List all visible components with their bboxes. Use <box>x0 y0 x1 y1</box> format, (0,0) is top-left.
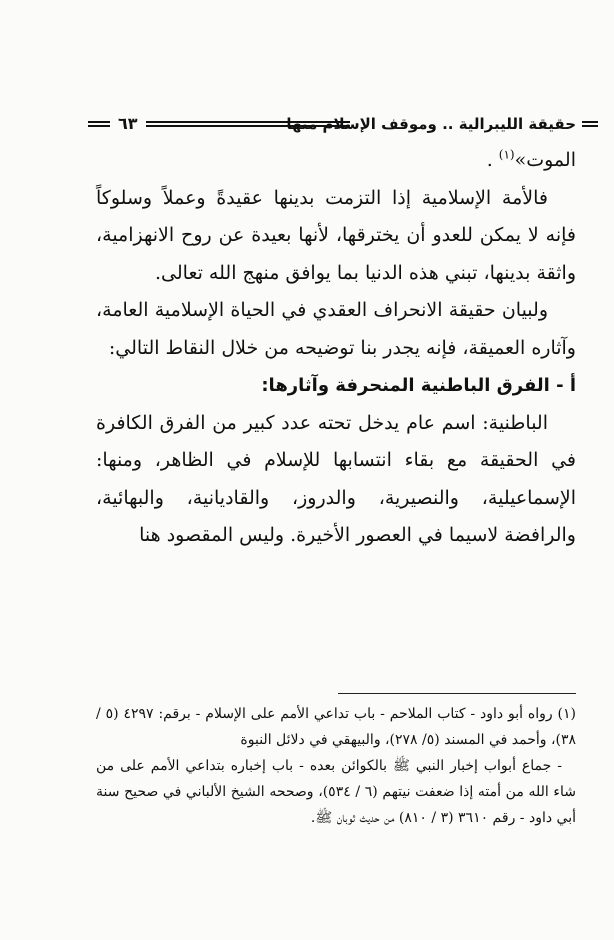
header-title: حقيقة الليبرالية .. وموقف الإسلام منها <box>286 115 576 133</box>
footnote-1-part-2: - جماع أبواب إخبار النبي ﷺ بالكوائن بعده - باب إخباره بتداعي الأمم على من شاء الله من أمته إذا ضعفت نيتهم (٦ / ٥٣٤)، وصححه الشيخ الألباني في صحيح سنة أبي داود - رقم ٣٦١٠ (٣ / ٨١٠) من حديث ثوبان ﷺ. <box>96 758 576 826</box>
header-rule-right <box>582 121 598 127</box>
paragraph-2: ولبيان حقيقة الانحراف العقدي في الحياة الإسلامية العامة، وآثاره العميقة، فإنه يجدر بنا توضيحه من خلال النقاط التالي: <box>96 299 576 359</box>
continuation-period: . <box>486 149 499 171</box>
section-heading: أ - الفرق الباطنية المنحرفة وآثارها: <box>261 375 576 396</box>
running-header <box>88 113 576 137</box>
header-rule-left <box>88 121 110 127</box>
footnotes <box>96 701 576 831</box>
header-rule <box>146 121 350 127</box>
continuation-line <box>96 142 576 180</box>
paragraph-1: فالأمة الإسلامية إذا التزمت بدينها عقيدةً وعملاً وسلوكاً فإنه لا يمكن للعدو أن يخترقها، لأنها بعيدة عن روح الانهزامية، واثقة بدينها، تبني هذه الدنيا بما يوافق منهج الله تعالى. <box>96 186 576 284</box>
continuation-text: الموت» <box>514 149 576 171</box>
page-number: ٦٣ <box>118 114 138 133</box>
paragraph-3: الباطنية: اسم عام يدخل تحته عدد كبير من الفرق الكافرة في الحقيقة مع بقاء انتسابها للإسلام في الظاهر، ومنها: الإسماعيلية، والنصيرية، والدروز، والقاديانية، والبهائية، والرافضة لاسيما في العصور الأخيرة. وليس المقصود هنا <box>96 411 576 546</box>
footnote-1-part-1: (١) رواه أبو داود - كتاب الملاحم - باب تداعي الأمم على الإسلام - برقم: ٤٢٩٧ (٥ / ٣٨)، وأحمد في المسند (٥/ ٢٧٨)، والبيهقي في دلائل النبوة <box>96 706 576 748</box>
footnote-separator <box>338 693 576 694</box>
main-text <box>96 142 576 555</box>
footnote-ref[interactable]: (١) <box>498 147 515 162</box>
